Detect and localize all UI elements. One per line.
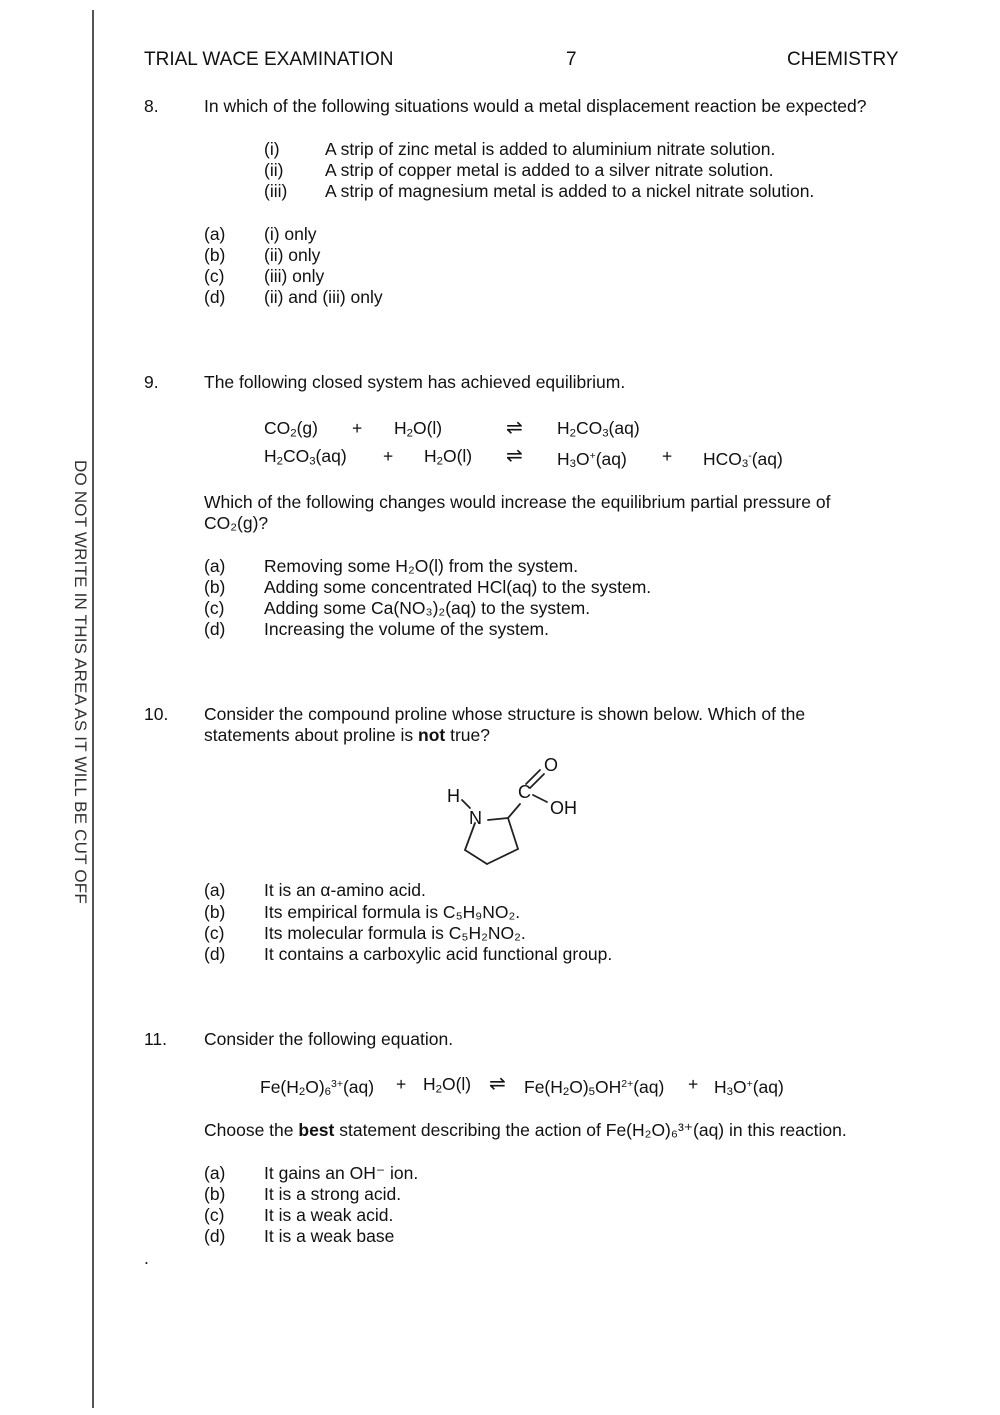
q9-number: 9. [144, 372, 159, 392]
n-ca-bond [488, 818, 508, 820]
q8-option-text: (iii) only [264, 266, 325, 286]
q9-question-line: Which of the following changes would increase the equilibrium partial pressure of [204, 492, 831, 512]
q9-eq1-co2: $CO_2(g)$ [264, 418, 318, 440]
atom-c-label: C [518, 782, 531, 802]
q10-option-text: It is an α-amino acid. [264, 880, 426, 900]
q10-option-label: (c) [204, 923, 225, 943]
q10-option-text: It contains a carboxylic acid functional group. [264, 944, 613, 964]
q9-eq2-bicarbonate: $HCO_3^-(aq)$ [703, 448, 783, 471]
atom-oh-label: OH [550, 798, 577, 818]
margin-warning-note: DO NOT WRITE IN THIS AREA AS IT WILL BE CUT OFF [71, 460, 90, 904]
q11-option-label: (b) [204, 1184, 226, 1204]
q8-case-text: A strip of zinc metal is added to aluminium nitrate solution. [325, 139, 776, 159]
q8-option-label: (a) [204, 224, 226, 244]
q8-option-label: (c) [204, 266, 225, 286]
q9-stem: The following closed system has achieved equilibrium. [204, 372, 626, 392]
q9-option-label: (d) [204, 619, 226, 639]
q8-case-label: (i) [264, 139, 280, 159]
equilibrium-arrow-icon: ⇌ [489, 1073, 506, 1095]
q10-option-text: Its molecular formula is C₅H₂NO₂. [264, 923, 526, 943]
q10-number: 10. [144, 704, 169, 724]
c-oh-bond [533, 795, 547, 802]
q9-option-label: (b) [204, 577, 226, 597]
atom-o-label: O [544, 755, 559, 775]
q11-eq-water: $H_2O(l)$ [423, 1074, 472, 1096]
q9-option-label: (c) [204, 598, 225, 618]
q11-option-text: It gains an OH⁻ ion. [264, 1163, 419, 1183]
q11-eq-hydronium: $H_3O^+(aq)$ [714, 1076, 784, 1099]
ring-bond [465, 850, 487, 864]
q11-eq-plus: + [688, 1074, 699, 1094]
q9-eq2-plus: + [662, 446, 673, 466]
q10-option-text: Its empirical formula is C₅H₉NO₂. [264, 902, 521, 922]
h-n-bond [462, 800, 470, 808]
q9-option-text: Adding some Ca(NO₃)₂(aq) to the system. [264, 598, 591, 618]
q8-number: 8. [144, 96, 159, 116]
q8-case-label: (ii) [264, 160, 284, 180]
q8-option-text: (ii) only [264, 245, 321, 265]
q9-eq2-carbonic: $H_2CO_3(aq)$ [264, 446, 347, 468]
q9-question-line: CO₂(g)? [204, 513, 269, 533]
q9-eq1-carbonic: $H_2CO_3(aq)$ [557, 418, 640, 440]
q8-case-text: A strip of copper metal is added to a silver nitrate solution. [325, 160, 774, 180]
cut-margin-line [92, 10, 94, 1408]
q9-eq2-hydronium: $H_3O^+(aq)$ [557, 448, 627, 471]
trailing-mark: . [144, 1248, 149, 1268]
exam-title: TRIAL WACE EXAMINATION [144, 49, 394, 70]
q11-eq-product: $Fe(H_2O)_5OH^{2+}(aq)$ [524, 1076, 665, 1099]
q11-choose-line: Choose the best statement describing the action of Fe(H₂O)₆³⁺(aq) in this reaction. [204, 1120, 847, 1140]
q11-option-label: (a) [204, 1163, 226, 1183]
ring-bond [508, 818, 518, 849]
q8-option-text: (ii) and (iii) only [264, 287, 383, 307]
q10-option-label: (d) [204, 944, 226, 964]
q11-option-label: (d) [204, 1226, 226, 1246]
q8-option-text: (i) only [264, 224, 317, 244]
q10-stem-line: statements about proline is not true? [204, 725, 490, 745]
q10-option-label: (a) [204, 880, 226, 900]
subject-name: CHEMISTRY [787, 49, 899, 70]
q11-eq-reactant: $Fe(H_2O)_6^{3+}(aq)$ [260, 1076, 375, 1099]
q9-eq2-water: $H_2O(l)$ [424, 446, 473, 468]
q9-option-text: Removing some H₂O(l) from the system. [264, 556, 579, 576]
q9-eq1-plus: + [352, 418, 363, 438]
q11-option-label: (c) [204, 1205, 225, 1225]
q11-stem: Consider the following equation. [204, 1029, 454, 1049]
atom-h-label: H [447, 786, 460, 806]
q11-number: 11. [144, 1029, 168, 1049]
proline-structure [440, 752, 600, 874]
equilibrium-arrow-icon: ⇌ [506, 417, 523, 439]
q9-option-text: Increasing the volume of the system. [264, 619, 549, 639]
q9-eq2-plus: + [383, 446, 394, 466]
atom-n-label: N [469, 808, 482, 828]
c-o-double-bond [530, 774, 544, 788]
q8-case-text: A strip of magnesium metal is added to a nickel nitrate solution. [325, 181, 815, 201]
q9-option-text: Adding some concentrated HCl(aq) to the system. [264, 577, 652, 597]
q11-option-text: It is a weak base [264, 1226, 395, 1246]
ring-bond [487, 849, 518, 864]
emphasis-best: best [298, 1120, 335, 1140]
q11-option-text: It is a weak acid. [264, 1205, 394, 1225]
q8-option-label: (d) [204, 287, 226, 307]
q11-eq-plus: + [396, 1074, 407, 1094]
q10-stem-line: Consider the compound proline whose structure is shown below. Which of the [204, 704, 806, 724]
q10-option-label: (b) [204, 902, 226, 922]
page-number: 7 [566, 49, 577, 70]
q8-case-label: (iii) [264, 181, 288, 201]
q9-option-label: (a) [204, 556, 226, 576]
equilibrium-arrow-icon: ⇌ [506, 445, 523, 467]
q9-eq1-water: $H_2O(l)$ [394, 418, 443, 440]
emphasis-not: not [418, 725, 446, 745]
q8-option-label: (b) [204, 245, 226, 265]
q8-stem: In which of the following situations would a metal displacement reaction be expected? [204, 96, 867, 116]
q11-option-text: It is a strong acid. [264, 1184, 402, 1204]
ca-c-bond [508, 804, 520, 818]
